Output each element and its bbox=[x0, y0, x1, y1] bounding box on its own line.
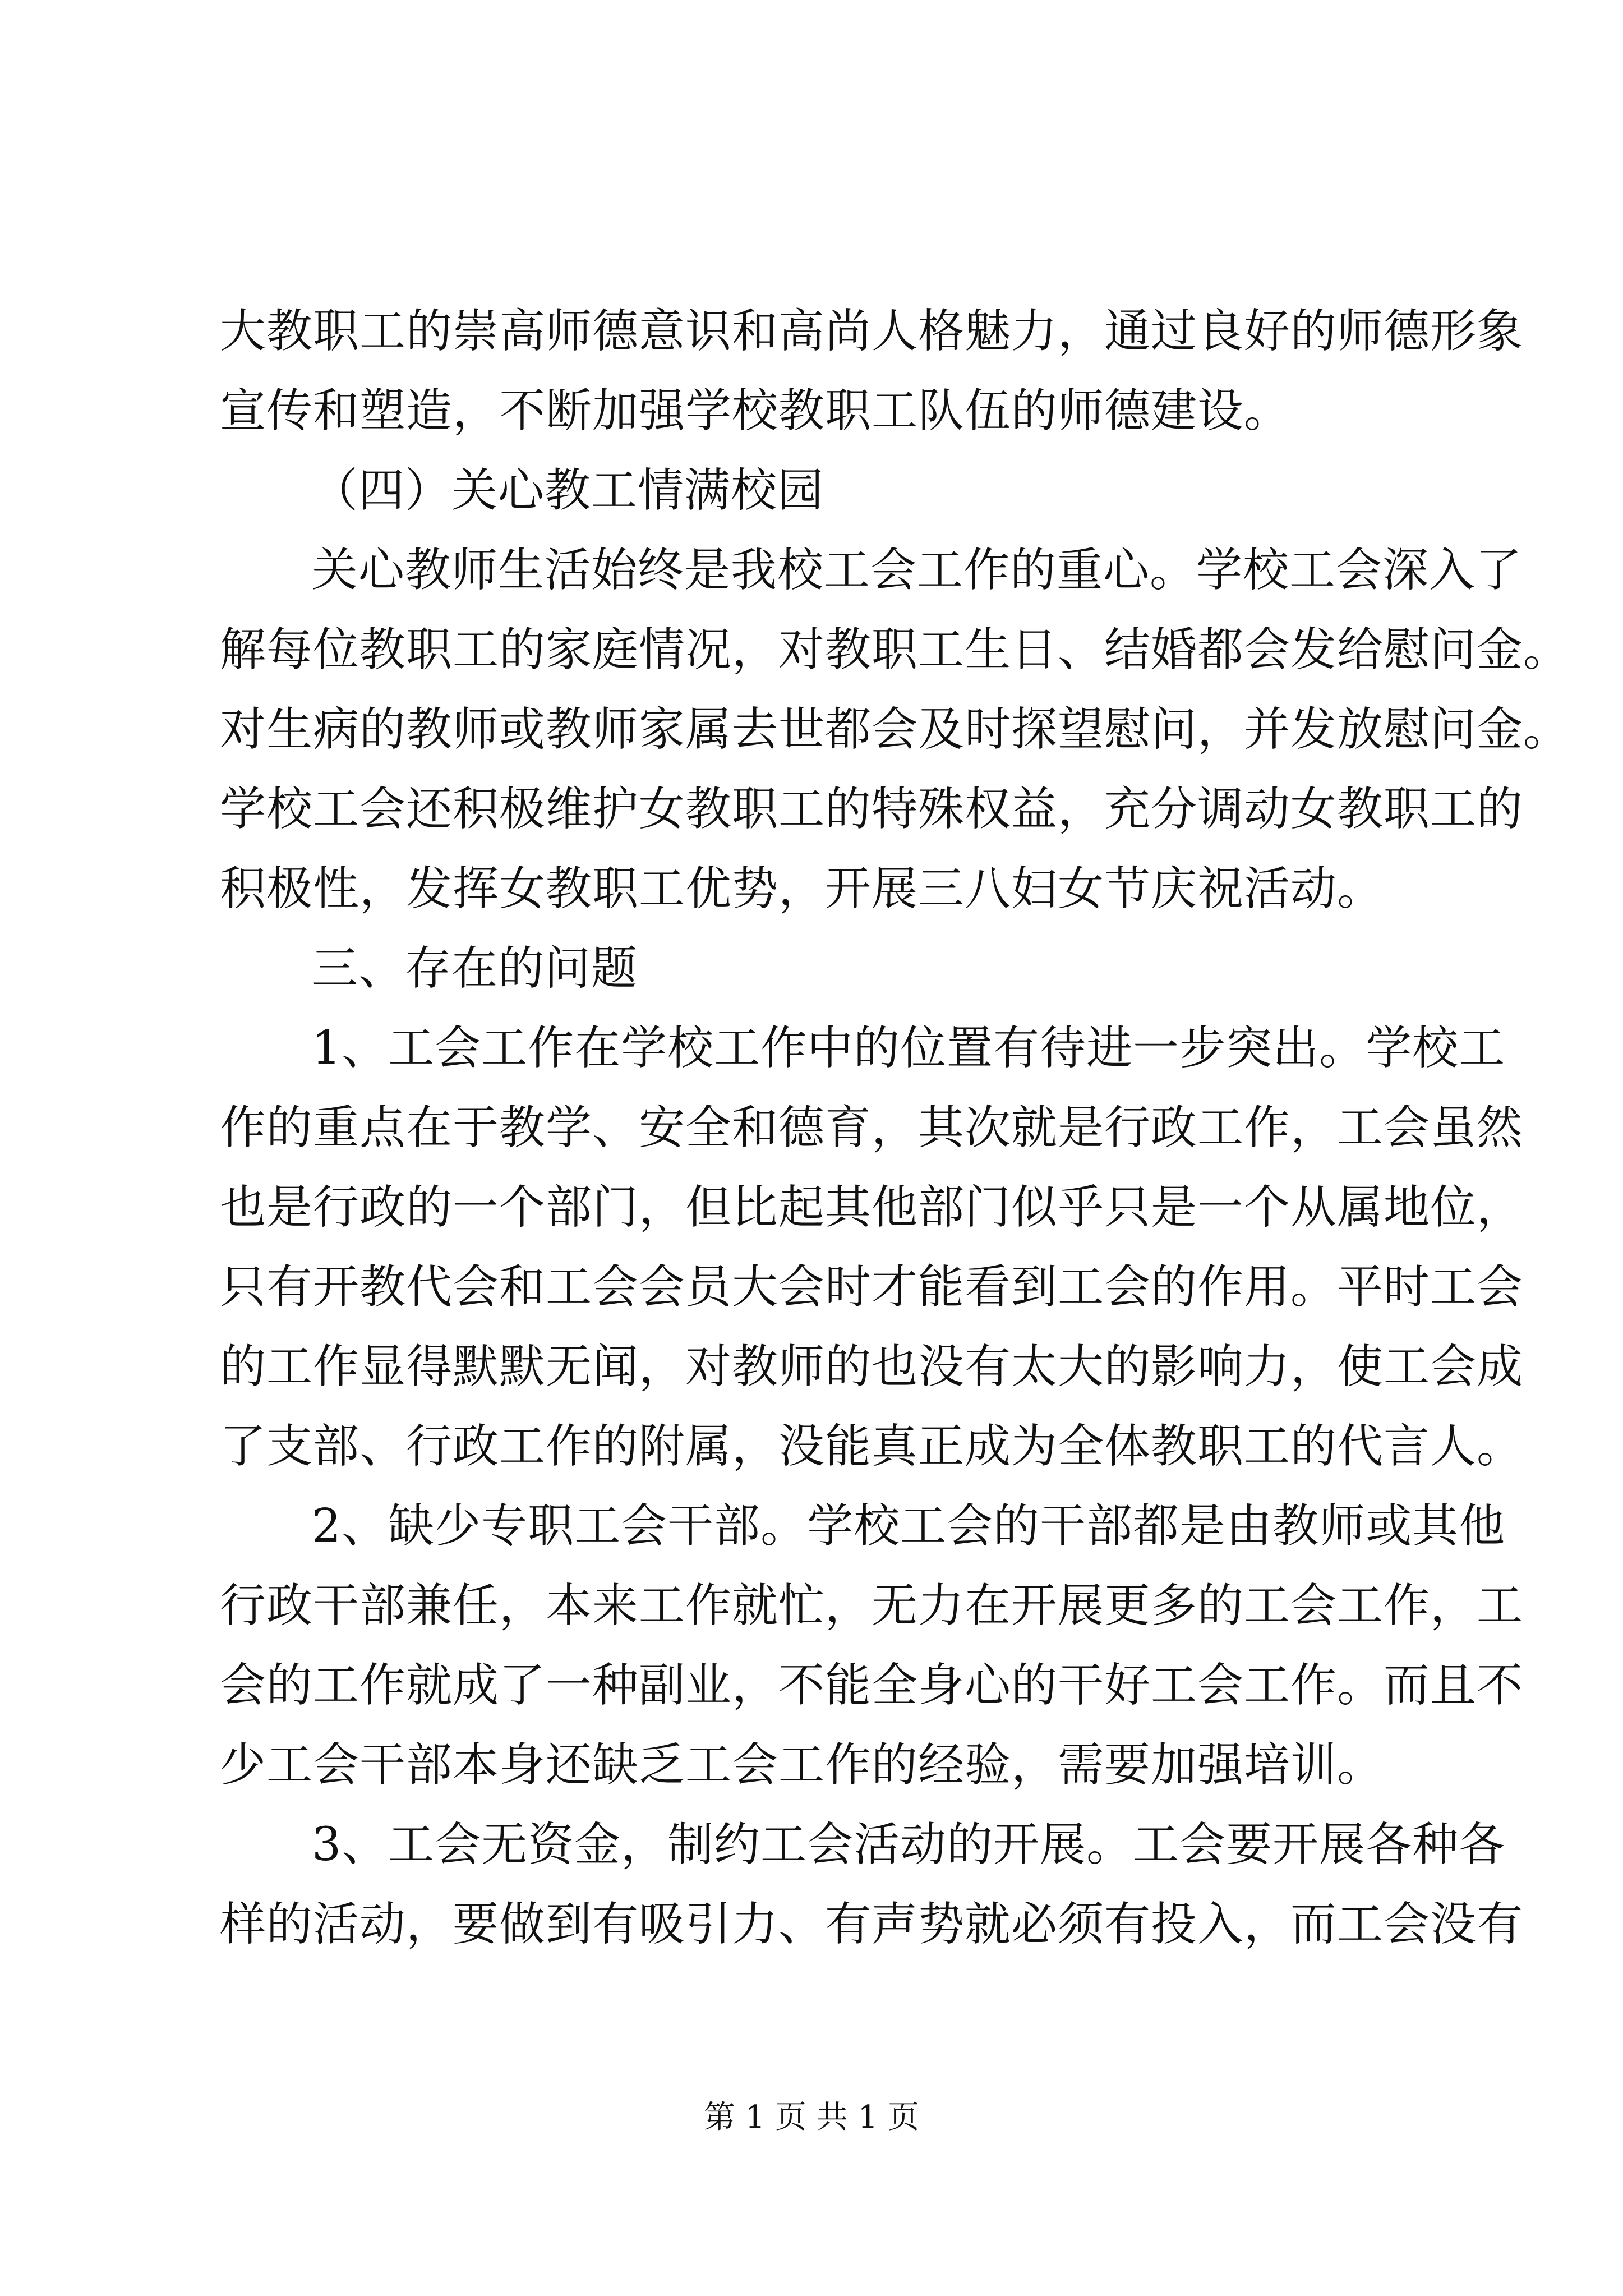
text-line: 的工作显得默默无闻，对教师的也没有太大的影响力，使工会成 bbox=[220, 1340, 1524, 1393]
text-line: 对生病的教师或教师家属去世都会及时探望慰问，并发放慰问金。 bbox=[220, 703, 1570, 756]
text-line: 行政干部兼任，本来工作就忙，无力在开展更多的工会工作，工 bbox=[220, 1579, 1524, 1632]
text-line: 3、工会无资金，制约工会活动的开展。工会要开展各种各 bbox=[312, 1818, 1506, 1871]
page-footer: 第 1 页 共 1 页 bbox=[703, 2099, 920, 2136]
text-line: 解每位教职工的家庭情况，对教职工生日、结婚都会发给慰问金。 bbox=[220, 623, 1570, 677]
text-line: 1、工会工作在学校工作中的位置有待进一步突出。学校工 bbox=[312, 1022, 1506, 1075]
text-line: 作的重点在于教学、安全和德育，其次就是行政工作，工会虽然 bbox=[220, 1101, 1524, 1154]
text-line: 大教职工的崇高师德意识和高尚人格魅力，通过良好的师德形象 bbox=[220, 305, 1524, 358]
text-line: 2、缺少专职工会干部。学校工会的干部都是由教师或其他 bbox=[312, 1499, 1506, 1553]
text-line: 会的工作就成了一种副业，不能全身心的干好工会工作。而且不 bbox=[220, 1659, 1524, 1712]
text-line: 了支部、行政工作的附属，没能真正成为全体教职工的代言人。 bbox=[220, 1420, 1524, 1473]
text-line: 宣传和塑造，不断加强学校教职工队伍的师德建设。 bbox=[220, 384, 1291, 438]
text-line: （四）关心教工情满校园 bbox=[312, 464, 824, 517]
document-body bbox=[220, 292, 1570, 1964]
text-line: 少工会干部本身还缺乏工会工作的经验，需要加强培训。 bbox=[220, 1738, 1384, 1792]
text-line: 只有开教代会和工会会员大会时才能看到工会的作用。平时工会 bbox=[220, 1260, 1524, 1314]
text-line: 学校工会还积极维护女教职工的特殊权益，充分调动女教职工的 bbox=[220, 783, 1524, 836]
text-line: 样的活动，要做到有吸引力、有声势就必须有投入，而工会没有 bbox=[220, 1898, 1524, 1951]
text-line: 也是行政的一个部门，但比起其他部门似乎只是一个从属地位， bbox=[220, 1181, 1524, 1234]
text-line: 三、存在的问题 bbox=[312, 942, 638, 995]
text-line: 积极性，发挥女教职工优势，开展三八妇女节庆祝活动。 bbox=[220, 862, 1384, 915]
text-line: 关心教师生活始终是我校工会工作的重心。学校工会深入了 bbox=[312, 544, 1523, 597]
